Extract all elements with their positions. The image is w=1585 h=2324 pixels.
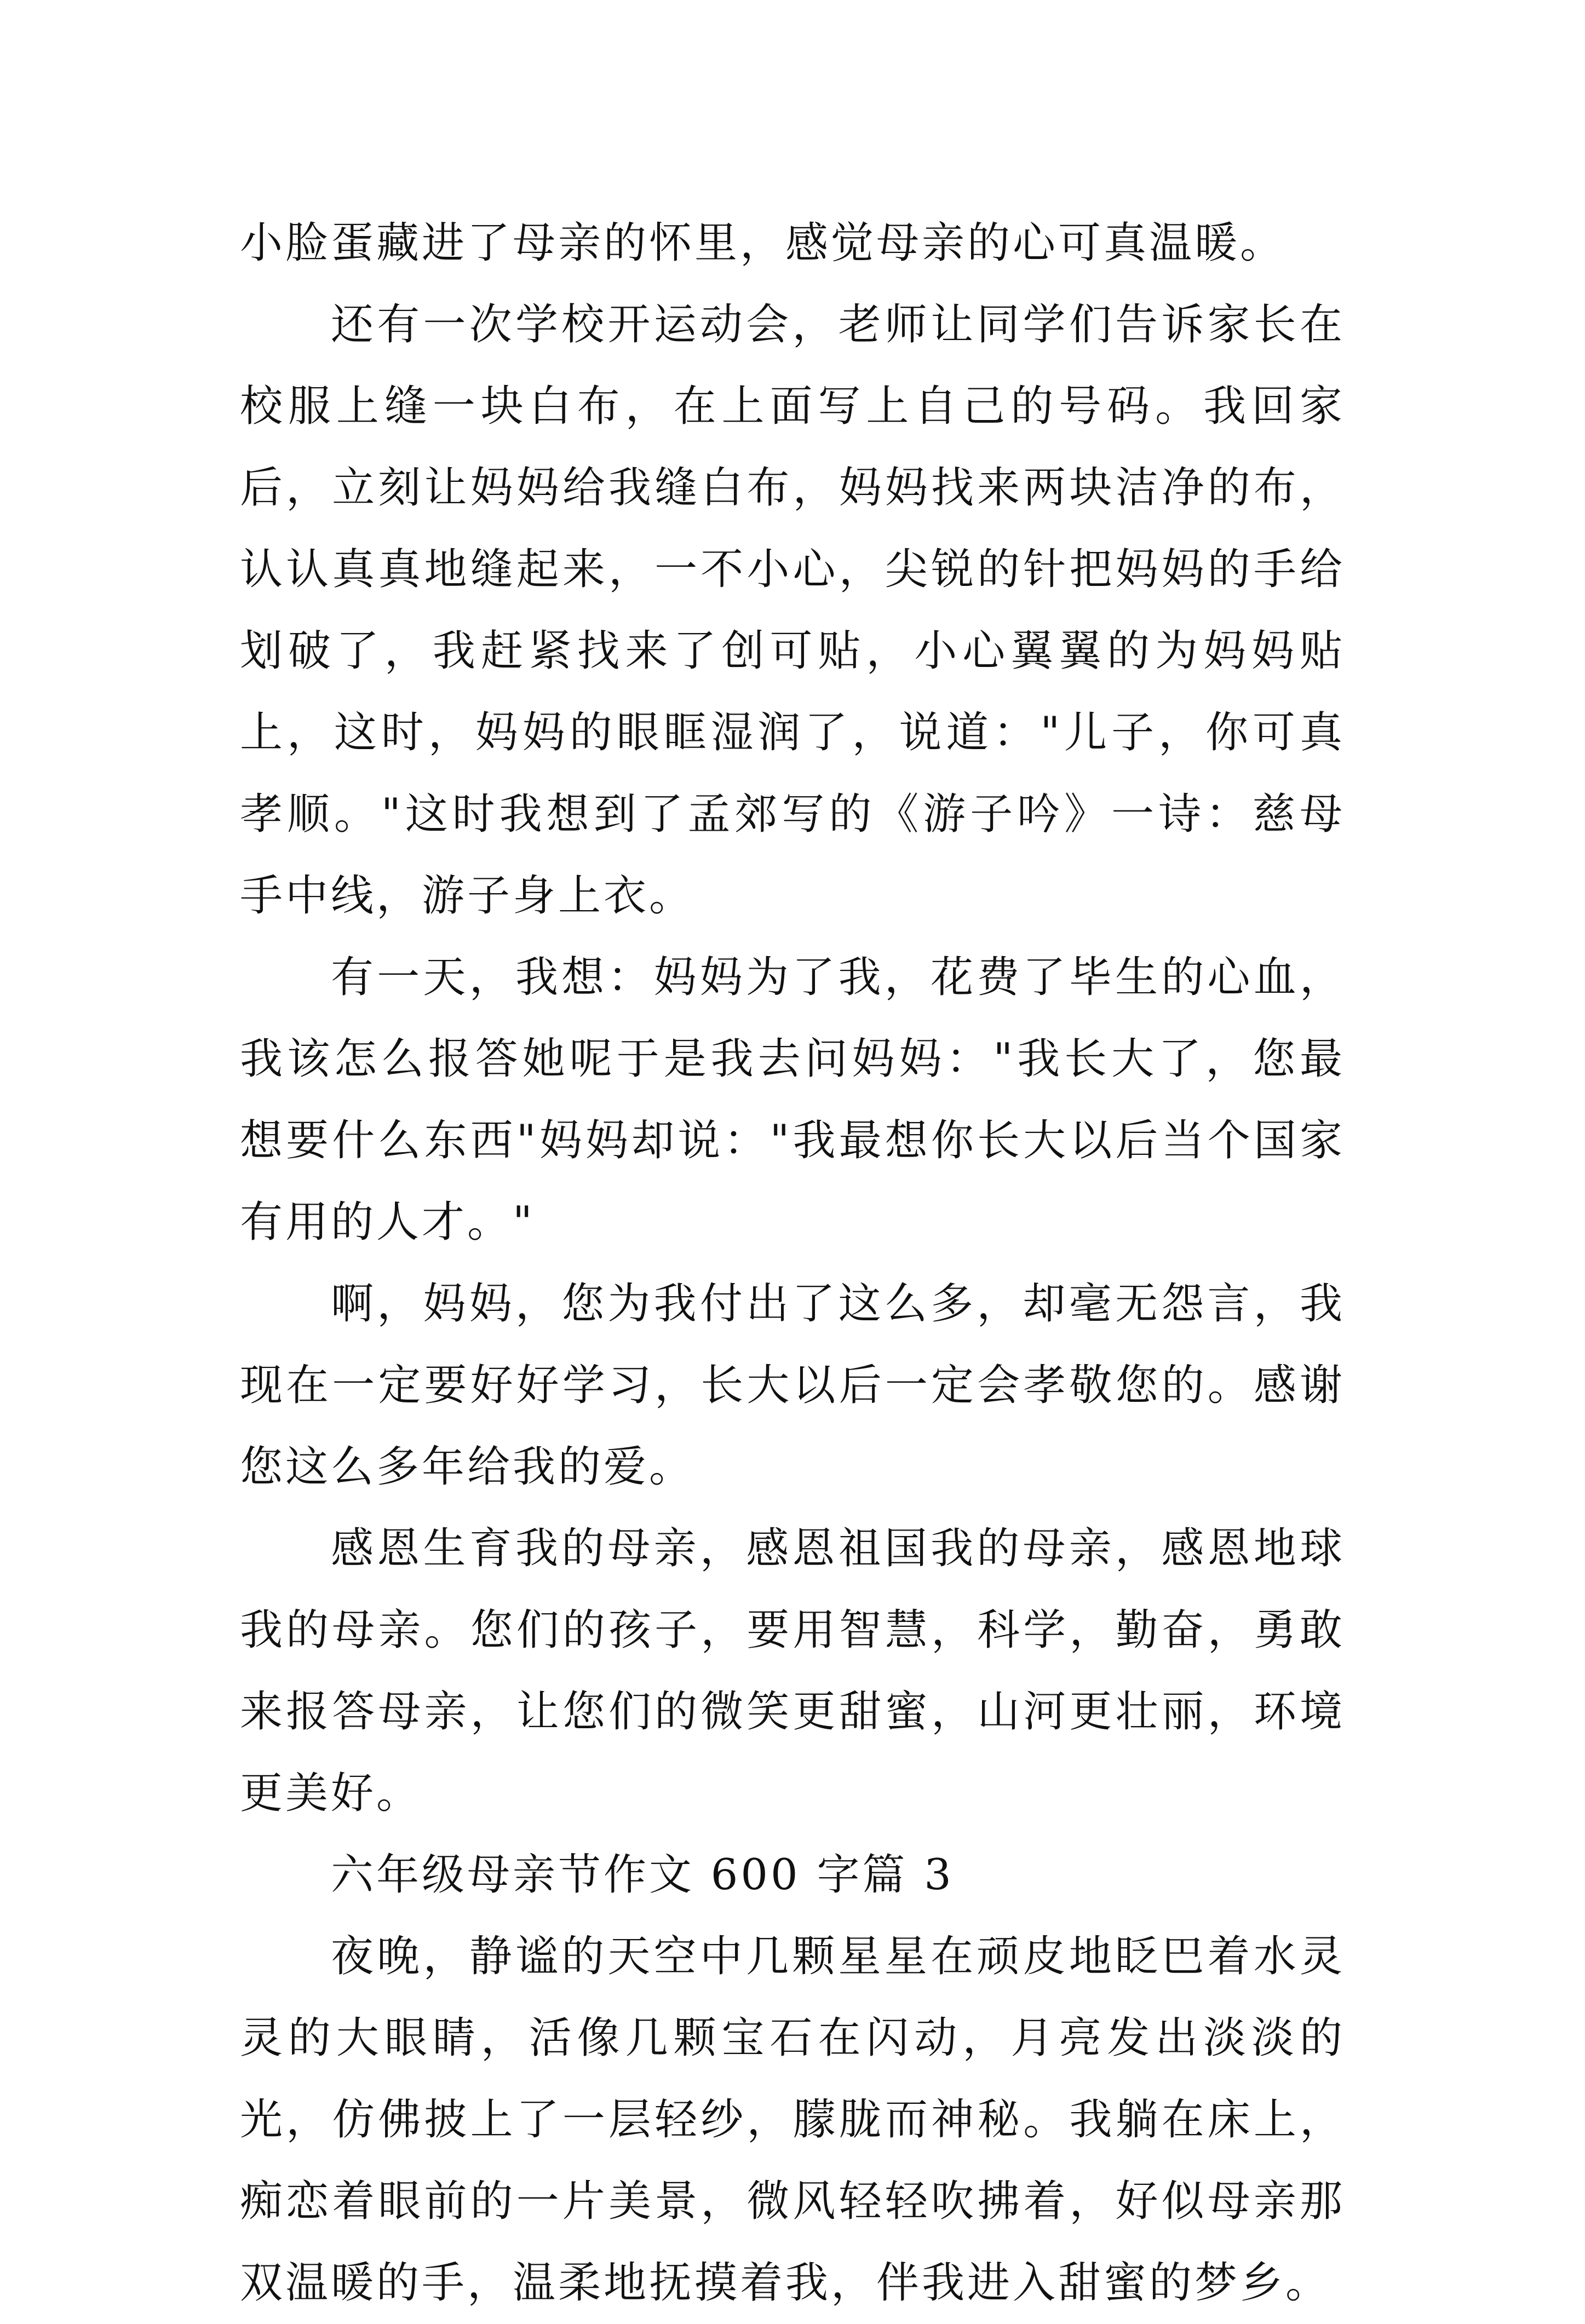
paragraph-gratitude: 啊，妈妈，您为我付出了这么多，却毫无怨言，我现在一定要好好学习，长大以后一定会孝敬您的。感谢您这么多年给我的爱。 — [240, 1279, 1345, 1492]
paragraph-night: 夜晚，静谧的天空中几颗星星在顽皮地眨巴着水灵灵的大眼睛，活像几颗宝石在闪动，月亮发出淡淡的光，仿佛披上了一层轻纱，朦胧而神秘。我躺在床上，痴恋着眼前的一片美景，微风轻轻吹拂着，好似母亲那双温暖的手，温柔地抚摸着我，伴我进入甜蜜的梦乡。 — [240, 1932, 1345, 2308]
paragraph-continued: 小脸蛋藏进了母亲的怀里，感觉母亲的心可真温暖。 — [240, 218, 1286, 268]
essay-body — [240, 203, 1345, 2324]
paragraph-sports-day: 还有一次学校开运动会，老师让同学们告诉家长在校服上缝一块白布，在上面写上自己的号码。我回家后，立刻让妈妈给我缝白布，妈妈找来两块洁净的布，认认真真地缝起来，一不小心，尖锐的针把妈妈的手给划破了，我赶紧找来了创可贴，小心翼翼的为妈妈贴上，这时，妈妈的眼眶湿润了，说道："儿子，你可真孝顺。"这时我想到了孟郊写的《游子吟》一诗：慈母手中线，游子身上衣。 — [240, 300, 1345, 921]
section-heading: 六年级母亲节作文 600 字篇 3 — [331, 1850, 954, 1900]
paragraph-thanks-mothers: 感恩生育我的母亲，感恩祖国我的母亲，感恩地球我的母亲。您们的孩子，要用智慧，科学，勤奋，勇敢来报答母亲，让您们的微笑更甜蜜，山河更壮丽，环境更美好。 — [240, 1524, 1345, 1818]
paragraph-what-mother-wants: 有一天，我想：妈妈为了我，花费了毕生的心血，我该怎么报答她呢于是我去问妈妈："我长大了，您最想要什么东西"妈妈却说："我最想你长大以后当个国家有用的人才。" — [240, 953, 1345, 1247]
